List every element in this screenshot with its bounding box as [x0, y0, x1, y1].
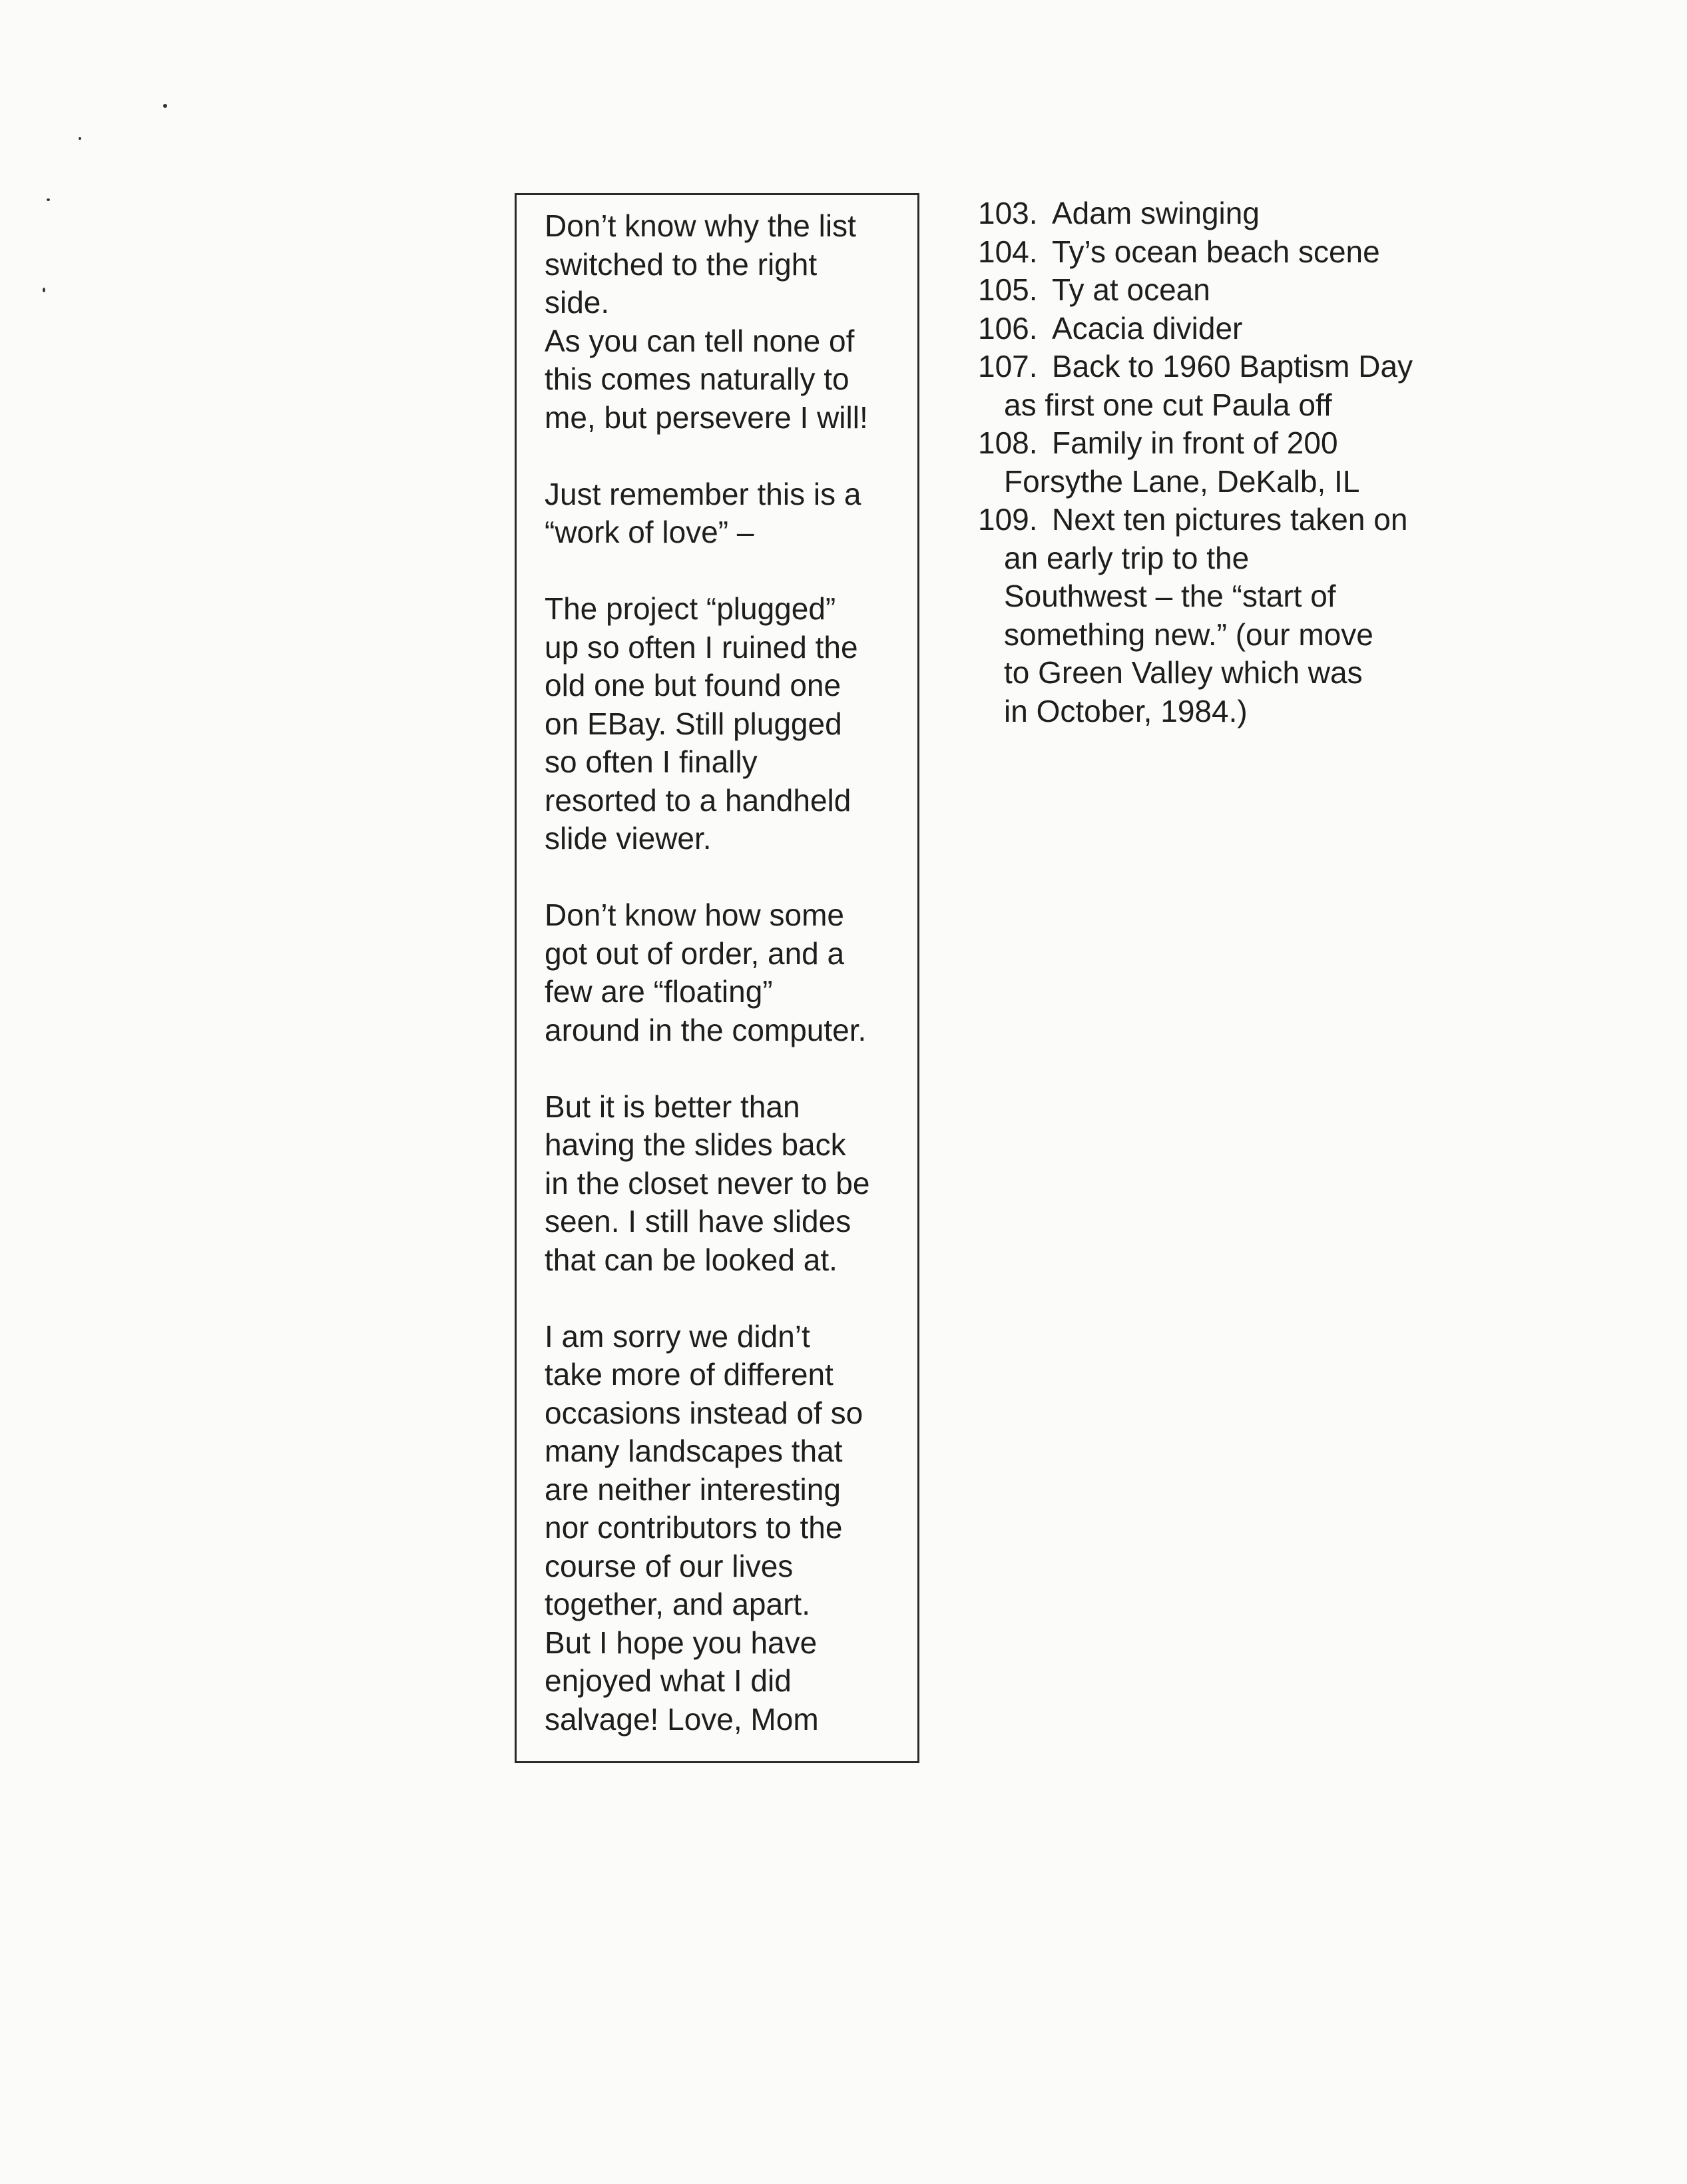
slide-number: 104.	[978, 234, 1038, 269]
note-line: “work of love” –	[545, 515, 754, 549]
scan-speck	[47, 198, 50, 201]
slide-description-line: Southwest – the “start of	[1004, 579, 1336, 613]
slide-number: 108.	[978, 425, 1038, 460]
scan-speck	[43, 288, 45, 292]
slide-number: 103.	[978, 196, 1038, 230]
note-line: many landscapes that	[545, 1434, 843, 1468]
slide-description-line: something new.” (our move	[1004, 617, 1373, 652]
slide-description	[1052, 271, 1497, 310]
slide-description-line: in October, 1984.)	[1004, 693, 1248, 728]
note-paragraph	[545, 475, 917, 552]
slide-number: 106.	[978, 310, 1038, 346]
note-line: in the closet never to be	[545, 1165, 870, 1201]
note-line: Just remember this is a	[545, 476, 861, 511]
note-line: few are “floating”	[545, 974, 773, 1009]
note-line: side.	[545, 285, 610, 320]
slide-number: 109.	[978, 502, 1038, 537]
slide-list-item	[978, 194, 1497, 233]
slide-description-line: to Green Valley which was	[1004, 655, 1363, 690]
note-line: course of our lives	[545, 1548, 794, 1583]
slide-description	[1052, 310, 1497, 348]
slide-number: 107.	[978, 349, 1038, 384]
scan-speck	[79, 137, 81, 140]
slide-description-line: Back to 1960 Baptism Day	[1052, 349, 1413, 384]
note-line: seen. I still have slides	[545, 1204, 851, 1238]
slide-description-line: an early trip to the	[1004, 540, 1250, 575]
note-box	[515, 193, 919, 1763]
note-paragraph	[545, 1318, 917, 1739]
note-line: that can be looked at.	[545, 1242, 838, 1277]
note-line: having the slides back	[545, 1127, 846, 1162]
slide-description-line: Forsythe Lane, DeKalb, IL	[1004, 463, 1360, 499]
note-line: up so often I ruined the	[545, 629, 858, 665]
note-line: resorted to a handheld	[545, 782, 851, 818]
slide-list-item	[978, 424, 1497, 501]
note-line: switched to the right	[545, 246, 818, 282]
slide-description-line: Family in front of 200	[1052, 425, 1338, 460]
scan-speck	[163, 104, 167, 108]
slide-description-line: as first one cut Paula off	[1004, 387, 1332, 422]
note-text	[545, 207, 917, 1739]
note-line: take more of different	[545, 1357, 834, 1392]
note-line: As you can tell none of	[545, 323, 855, 358]
slide-description	[1052, 194, 1497, 233]
note-paragraph	[545, 207, 917, 437]
note-line: got out of order, and a	[545, 936, 845, 971]
slide-number: 105.	[978, 272, 1038, 307]
slide-description-line: Adam swinging	[1052, 196, 1260, 230]
note-line: are neither interesting	[545, 1472, 841, 1507]
slide-list-item	[978, 348, 1497, 424]
note-line: But it is better than	[545, 1089, 800, 1124]
note-line: me, but persevere I will!	[545, 400, 868, 435]
note-line: nor contributors to the	[545, 1510, 843, 1545]
note-line: occasions instead of so	[545, 1395, 863, 1430]
note-line: The project “plugged”	[545, 591, 836, 626]
note-line: salvage! Love, Mom	[545, 1701, 819, 1737]
note-paragraph	[545, 1088, 917, 1280]
slide-description-line: Ty at ocean	[1052, 272, 1210, 307]
note-line: Don’t know why the list	[545, 208, 856, 243]
note-line: I am sorry we didn’t	[545, 1318, 810, 1354]
note-line: But I hope you have	[545, 1625, 818, 1660]
slide-list	[978, 194, 1497, 730]
slide-description-line: Acacia divider	[1052, 310, 1243, 346]
slide-list-item	[978, 501, 1497, 730]
slide-description-line: Next ten pictures taken on	[1052, 502, 1408, 537]
note-paragraph	[545, 590, 917, 858]
note-line: this comes naturally to	[545, 362, 849, 396]
note-line: around in the computer.	[545, 1012, 867, 1047]
note-line: Don’t know how some	[545, 898, 844, 932]
note-line: so often I finally	[545, 744, 758, 779]
note-line: enjoyed what I did	[545, 1663, 792, 1698]
slide-list-item	[978, 233, 1497, 272]
note-line: on EBay. Still plugged	[545, 706, 842, 741]
slide-description-line: Ty’s ocean beach scene	[1052, 234, 1380, 269]
note-line: slide viewer.	[545, 821, 712, 856]
note-line: old one but found one	[545, 668, 842, 702]
note-line: together, and apart.	[545, 1587, 810, 1621]
slide-list-item	[978, 271, 1497, 310]
slide-description	[1052, 233, 1497, 272]
slide-list-item	[978, 310, 1497, 348]
note-paragraph	[545, 896, 917, 1049]
